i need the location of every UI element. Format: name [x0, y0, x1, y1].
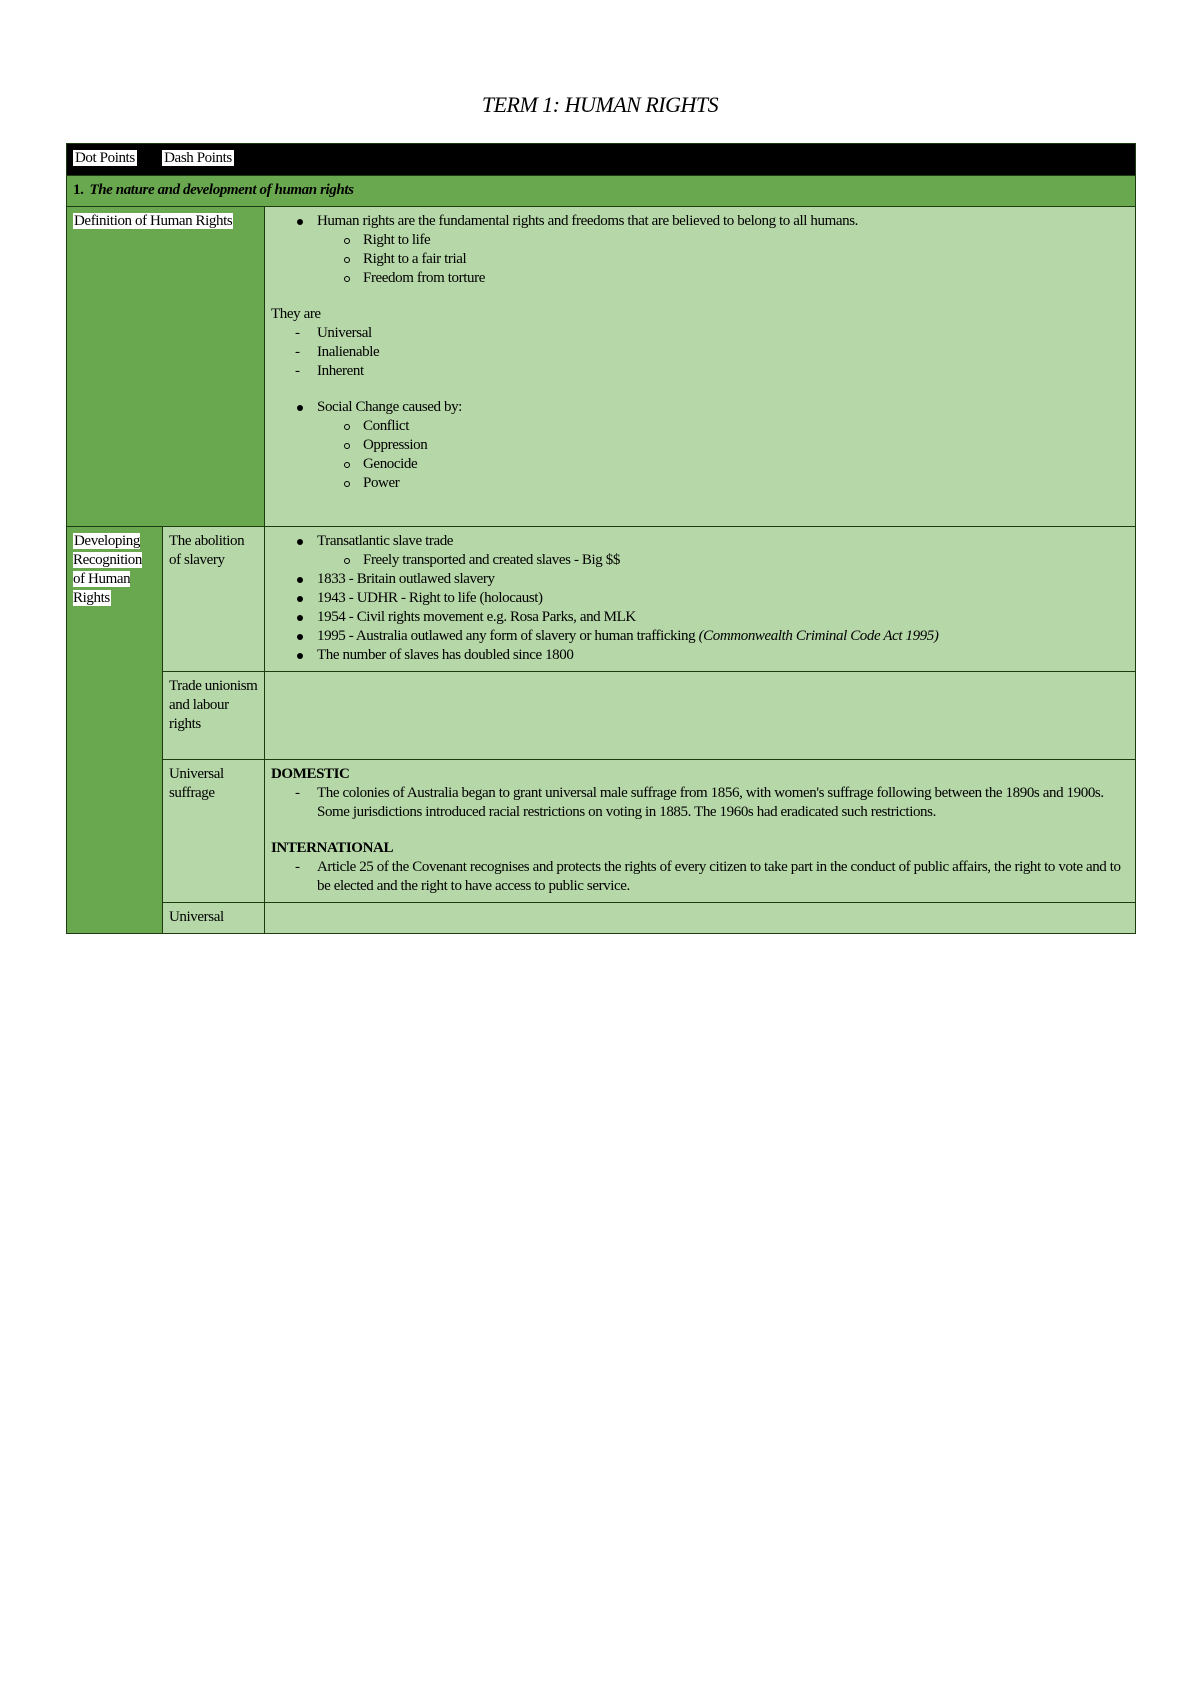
universal-row	[67, 903, 1136, 934]
list-item: Freedom from torture	[271, 269, 1129, 288]
header-dot-points: Dot Points	[75, 150, 135, 166]
developing-label: Developing Recognition of Human Rights	[73, 533, 142, 606]
suffrage-label-cell	[163, 760, 265, 903]
header-dash-points: Dash Points	[164, 150, 232, 166]
abolition-bullets-b	[271, 570, 1129, 665]
suffrage-content-cell	[265, 760, 1136, 903]
developing-label-cell	[67, 527, 163, 934]
list-item: Power	[271, 474, 1129, 493]
table-header-cell	[67, 144, 1136, 176]
list-item: - The colonies of Australia began to grant universal male suffrage from 1856, with women's suffrage following between the 1890s and 1900s. Some jurisdictions introduced racial restrictions on voting in 1885. The 1960s had eradicated such restrictions.	[271, 784, 1129, 822]
definition-label: Definition of Human Rights	[74, 213, 233, 229]
list-item	[271, 627, 1129, 646]
list-item: Oppression	[271, 436, 1129, 455]
list-item: 1954 - Civil rights movement e.g. Rosa Parks, and MLK	[271, 608, 1129, 627]
list-item: Transatlantic slave trade	[271, 532, 1129, 551]
abolition-sub-bullets	[271, 551, 1129, 570]
suffrage-row	[67, 760, 1136, 903]
abolition-content-cell	[265, 527, 1136, 672]
list-item: - Universal	[271, 324, 1129, 343]
list-item-citation: (Commonwealth Criminal Code Act 1995)	[698, 628, 939, 644]
universal-label: Universal	[169, 909, 224, 925]
list-item: - Inherent	[271, 362, 1129, 381]
abolition-label: The abolition of slavery	[169, 533, 245, 568]
list-item: - Inalienable	[271, 343, 1129, 362]
list-item: The number of slaves has doubled since 1800	[271, 646, 1129, 665]
definition-bullets	[271, 212, 1129, 231]
list-item: 1943 - UDHR - Right to life (holocaust)	[271, 589, 1129, 608]
definition-content-cell	[265, 207, 1136, 527]
section-heading	[67, 176, 1136, 207]
international-dashes	[271, 858, 1129, 896]
suffrage-label: Universal suffrage	[169, 766, 224, 801]
section-number: 1.	[73, 182, 84, 198]
definition-label-cell	[67, 207, 265, 527]
abolition-label-cell	[163, 527, 265, 672]
list-item: Human rights are the fundamental rights and freedoms that are believed to belong to all humans.	[271, 212, 1129, 231]
domestic-dashes	[271, 784, 1129, 822]
universal-content-cell	[265, 903, 1136, 934]
abolition-row	[67, 527, 1136, 672]
table-header-row	[67, 144, 1136, 176]
trade-label: Trade unionism and labour rights	[169, 678, 258, 732]
list-item: Right to a fair trial	[271, 250, 1129, 269]
list-item: 1833 - Britain outlawed slavery	[271, 570, 1129, 589]
trade-label-cell	[163, 672, 265, 760]
they-are-text: They are	[271, 306, 321, 322]
page-title: TERM 1: HUMAN RIGHTS	[481, 92, 719, 117]
definition-dashes	[271, 324, 1129, 381]
list-item-text: 1995 - Australia outlawed any form of slavery or human trafficking	[317, 628, 699, 644]
international-heading: INTERNATIONAL	[271, 840, 394, 856]
list-item: Right to life	[271, 231, 1129, 250]
list-item: Genocide	[271, 455, 1129, 474]
definition-sub-bullets	[271, 231, 1129, 288]
list-item: Freely transported and created slaves - Big $$	[271, 551, 1129, 570]
section-title: The nature and development of human rights	[89, 182, 354, 198]
section-row	[67, 176, 1136, 207]
list-item: Conflict	[271, 417, 1129, 436]
list-item: - Article 25 of the Covenant recognises and protects the rights of every citizen to take part in the conduct of public affairs, the right to vote and to be elected and the right to have access to public service.	[271, 858, 1129, 896]
abolition-bullets-a	[271, 532, 1129, 551]
domestic-heading: DOMESTIC	[271, 766, 350, 782]
trade-content-cell	[265, 672, 1136, 760]
trade-row	[67, 672, 1136, 760]
definition-row	[67, 207, 1136, 527]
social-change-bullets	[271, 398, 1129, 417]
list-item: Social Change caused by:	[271, 398, 1129, 417]
social-change-sub-bullets	[271, 417, 1129, 493]
notes-table	[66, 143, 1136, 934]
universal-label-cell	[163, 903, 265, 934]
